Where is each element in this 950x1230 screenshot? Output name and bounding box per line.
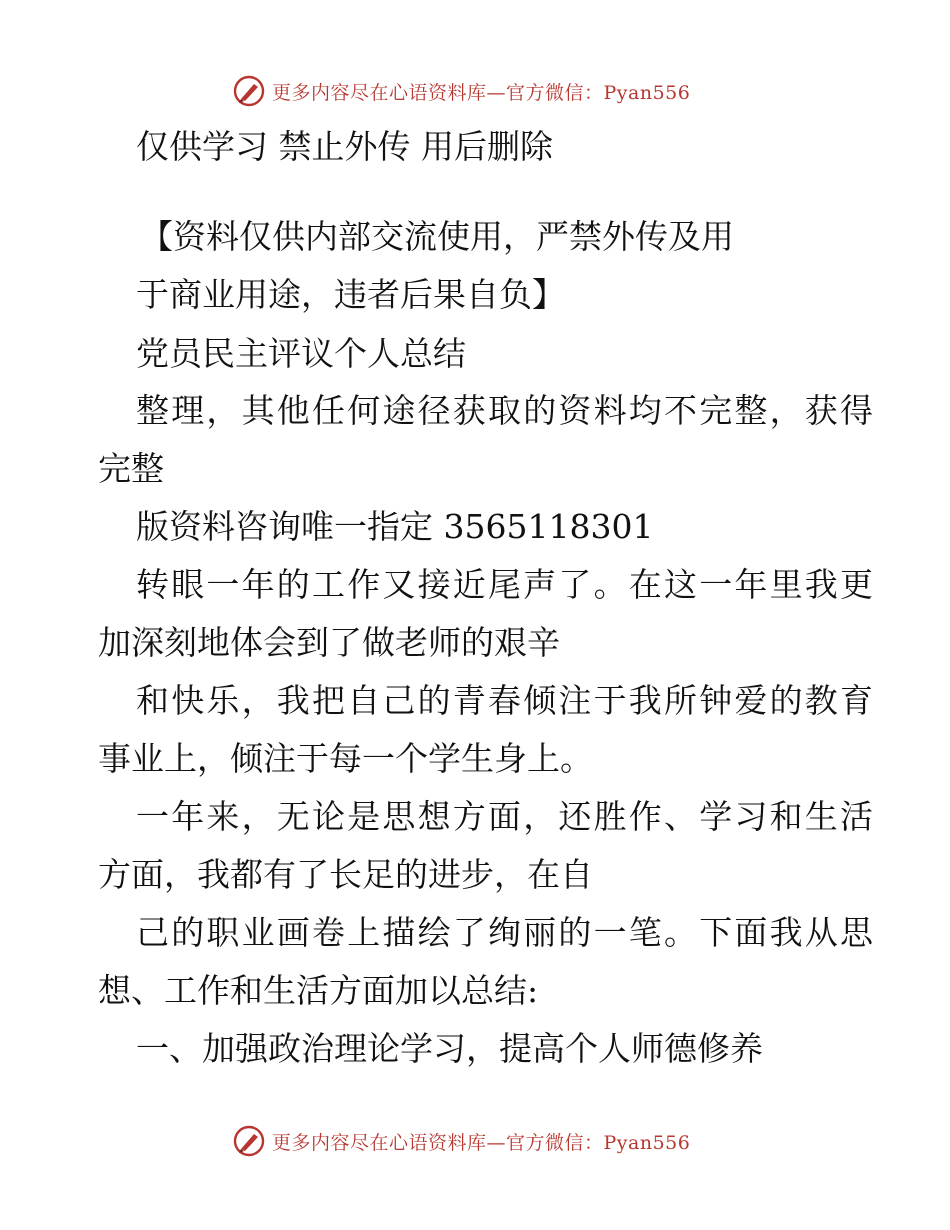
pen-logo-icon xyxy=(232,74,266,108)
body-line: 整理，其他任何途径获取的资料均不完整，获得 xyxy=(136,391,876,430)
body-line: 想、工作和生活方面加以总结: xyxy=(98,971,539,1010)
body-line: 完整 xyxy=(98,449,164,488)
disclaimer-line-2: 于商业用途，违者后果自负】 xyxy=(136,275,565,314)
header-watermark-banner xyxy=(232,74,690,108)
notice-line: 仅供学习 禁止外传 用后删除 xyxy=(136,127,553,166)
body-line: 一年来，无论是思想方面，还胜作、学习和生活 xyxy=(136,797,876,836)
body-line: 转眼一年的工作又接近尾声了。在这一年里我更 xyxy=(136,565,876,604)
disclaimer-line-1: 【资料仅供内部交流使用，严禁外传及用 xyxy=(140,217,734,256)
body-line: 事业上，倾注于每一个学生身上。 xyxy=(98,739,593,778)
contact-line: 版资料咨询唯一指定 3565118301 xyxy=(136,507,654,546)
body-line: 和快乐，我把自己的青春倾注于我所钟爱的教育 xyxy=(136,681,876,720)
footer-watermark-banner xyxy=(232,1124,690,1158)
body-line: 方面，我都有了长足的进步，在自 xyxy=(98,855,593,894)
body-line: 加深刻地体会到了做老师的艰辛 xyxy=(98,623,560,662)
body-line: 己的职业画卷上描绘了绚丽的一笔。下面我从思 xyxy=(136,913,876,952)
watermark-text: 更多内容尽在心语资料库—官方微信：Pyan556 xyxy=(272,81,691,104)
section-heading: 一、加强政治理论学习，提高个人师德修养 xyxy=(136,1029,763,1068)
pen-logo-icon xyxy=(232,1124,266,1158)
document-title: 党员民主评议个人总结 xyxy=(136,334,466,373)
watermark-text: 更多内容尽在心语资料库—官方微信：Pyan556 xyxy=(272,1131,691,1154)
